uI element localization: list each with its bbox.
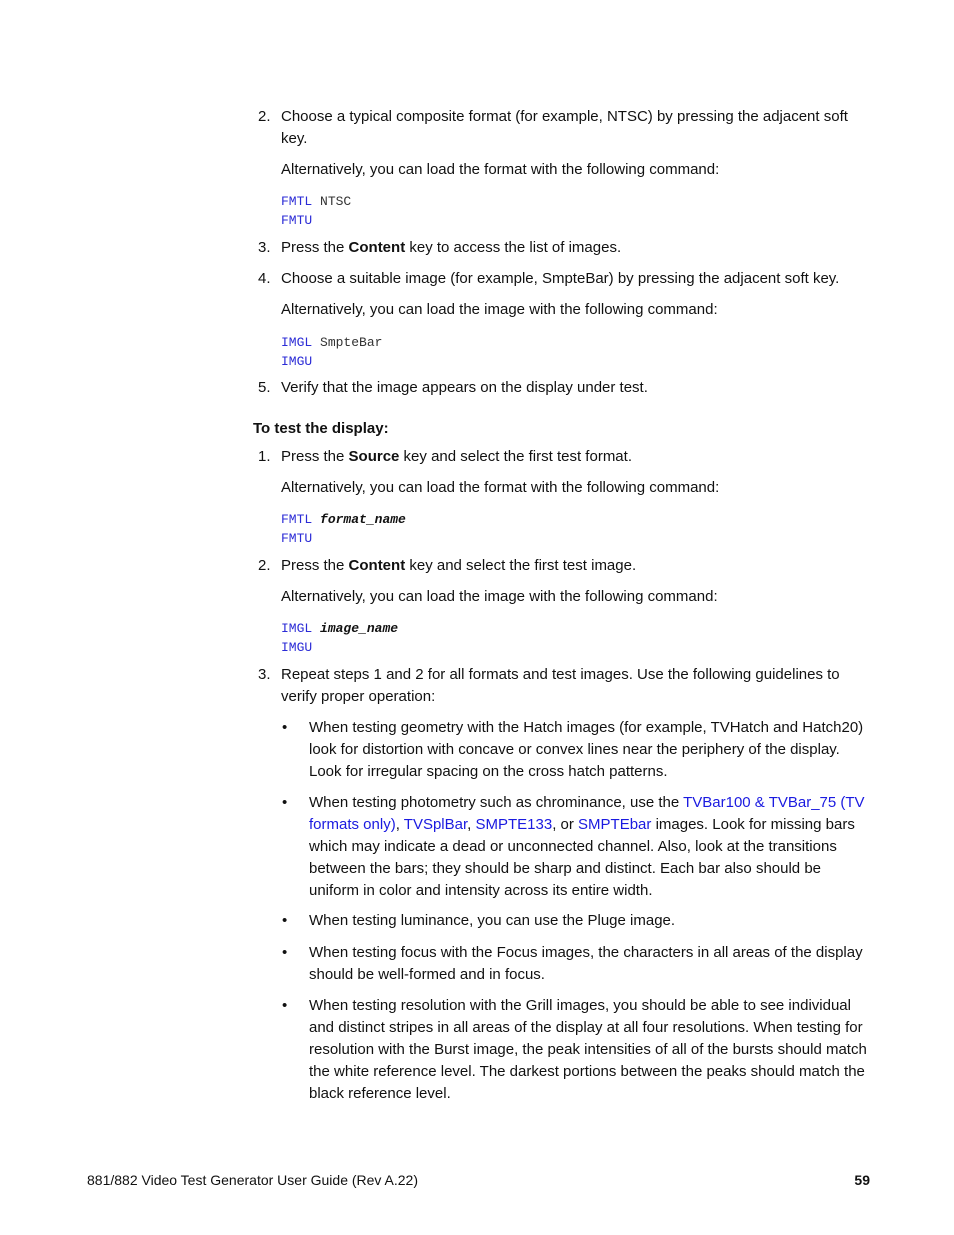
step-number: 4. [258,270,271,287]
command-argument: format_name [320,512,406,527]
link-tvsplbar[interactable]: TVSplBar [403,816,468,833]
step-number: 2. [258,108,271,125]
text-run: When testing photometry such as chrominance, use the [309,794,684,811]
step-text: Repeat steps 1 and 2 for all formats and test images. Use the following guidelines to verify proper operation: [281,666,840,705]
command-keyword: IMGU [281,354,313,369]
command-keyword: FMTU [281,531,313,546]
command-keyword: FMTU [281,213,313,228]
link-tvbar100[interactable]: TVBar100 & TVBar_75 (TV formats only) [309,794,865,833]
command-argument: NTSC [320,194,352,209]
command-keyword: IMGL [281,335,313,350]
bullet-marker: • [282,997,288,1014]
command-block [281,510,406,548]
text-run: Press the [281,557,349,574]
text-run: key and select the first test format. [399,448,632,465]
text-run: , [395,816,404,833]
bullet-text: When testing geometry with the Hatch images (for example, TVHatch and Hatch20) look for distortion with concave or convex lines near the periphery of the display. Look for irregular spacing on the cross hatch patterns. [309,719,864,780]
command-argument: SmpteBar [320,335,383,350]
command-block [281,619,398,657]
text-run: , [467,816,476,833]
link-smptebar[interactable]: SMPTEbar [578,816,652,833]
command-keyword: IMGU [281,640,313,655]
bullet-marker: • [282,719,288,736]
bullet-marker: • [282,944,288,961]
bullet-text: When testing resolution with the Grill images, you should be able to see individual and distinct stripes in all areas of the display at all four resolutions. When testing for resolution with the Burst image, the peak intensities of all of the bursts should match the white reference level. The darkest portions between the peaks should match the black reference level. [309,997,867,1102]
footer-title: 881/882 Video Test Generator User Guide (Rev A.22) [87,1172,419,1188]
key-name: Source [348,448,400,465]
command-keyword: FMTL [281,512,313,527]
command-block [281,333,382,371]
text-run: images. Look for missing bars which may indicate a dead or unconnected channel. Also, look at the transitions between the bars; they should be sharp and distinct. Each bar also should be uniform in color and intensity across its entire width. [309,816,855,899]
key-name: Content [348,239,406,256]
alt-image-text: Alternatively, you can load the image with the following command: [281,588,718,605]
step-text: Choose a typical composite format (for example, NTSC) by pressing the adjacent soft key. [281,108,848,147]
page-number: 59 [854,1172,870,1188]
command-keyword: IMGL [281,621,313,636]
step-number: 3. [258,666,271,683]
alt-format-text: Alternatively, you can load the format with the following command: [281,479,720,496]
step-number: 3. [258,239,271,256]
step-number: 5. [258,379,271,396]
command-block [281,192,351,230]
bullet-marker: • [282,794,288,811]
command-keyword: FMTL [281,194,313,209]
bullet-marker: • [282,912,288,929]
alt-format-text: Alternatively, you can load the format with the following command: [281,161,720,178]
step-text [281,555,871,577]
step-text: Choose a suitable image (for example, SmpteBar) by pressing the adjacent soft key. [281,270,840,287]
text-run: key and select the first test image. [405,557,637,574]
step-text [281,446,871,468]
text-run: , or [552,816,579,833]
step-text [281,237,871,259]
bullet-text [309,792,871,902]
text-run: Press the [281,448,349,465]
command-argument: image_name [320,621,399,636]
alt-image-text: Alternatively, you can load the image with the following command: [281,301,718,318]
link-smpte133[interactable]: SMPTE133 [475,816,553,833]
step-text: Verify that the image appears on the display under test. [281,379,648,396]
step-number: 2. [258,557,271,574]
section-heading: To test the display: [253,420,389,437]
text-run: key to access the list of images. [405,239,622,256]
key-name: Content [348,557,406,574]
bullet-text: When testing focus with the Focus images, the characters in all areas of the display should be well-formed and in focus. [309,944,863,983]
bullet-text: When testing luminance, you can use the Pluge image. [309,912,676,929]
text-run: Press the [281,239,349,256]
step-number: 1. [258,448,271,465]
